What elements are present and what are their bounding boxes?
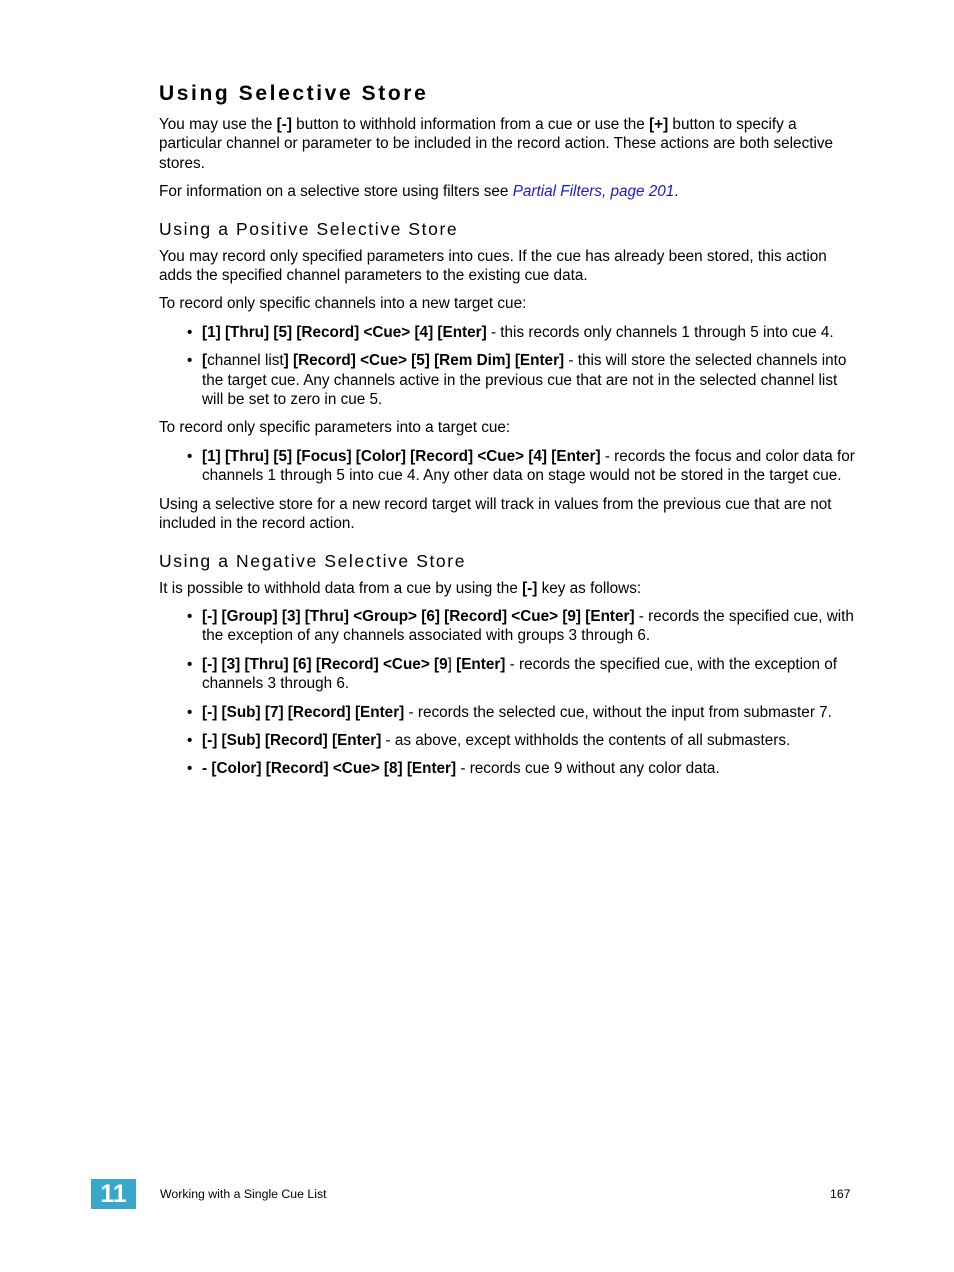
positive-parameter-list: [159, 447, 857, 486]
list-item: • [channel list] [Record] <Cue> [5] [Rem Dim] [Enter] - this will store the selected channels into the target cue. Any channels active in the previous cue that are not in the selected channel list will be set to zero in cue 5.: [187, 352, 847, 409]
section-title: Using Selective Store: [159, 82, 429, 105]
positive-para-3: To record only specific parameters into a target cue:: [159, 419, 511, 437]
negative-intro: It is possible to withhold data from a cue by using the [-] key as follows:: [159, 579, 642, 597]
minus-key: [-]: [522, 579, 538, 597]
list-item: • [1] [Thru] [5] [Record] <Cue> [4] [Enter] - this records only channels 1 through 5 into cue 4.: [187, 323, 834, 341]
bullet: •: [187, 447, 193, 465]
negative-list: [159, 607, 857, 779]
positive-para-4: Using a selective store for a new record target will track in values from the previous cue that are not included in the record action.: [159, 495, 832, 533]
positive-para-2: To record only specific channels into a new target cue:: [159, 295, 527, 313]
bullet: •: [187, 731, 193, 749]
positive-selective-store-heading: Using a Positive Selective Store: [159, 218, 459, 239]
list-item: • [1] [Thru] [5] [Focus] [Color] [Record] <Cue> [4] [Enter] - records the focus and color data for channels 1 through 5 into cue 4. Any other data on stage would not be stored in the target cue.: [187, 447, 855, 485]
bullet: •: [187, 703, 193, 721]
bullet: •: [187, 607, 193, 625]
page-content: [159, 80, 857, 779]
list-item: • [-] [3] [Thru] [6] [Record] <Cue> [9] [Enter] - records the specified cue, with the exception of channels 3 through 6.: [187, 655, 838, 693]
positive-channel-list: [159, 323, 857, 410]
bullet: •: [187, 655, 193, 673]
filters-paragraph: For information on a selective store using filters see Partial Filters, page 201.: [159, 183, 679, 201]
minus-key: [-]: [276, 116, 292, 133]
positive-para-1: You may record only specified parameters into cues. If the cue has already been stored, this action adds the specified channel parameters to the existing cue data.: [159, 247, 827, 285]
negative-selective-store-heading: Using a Negative Selective Store: [159, 550, 467, 571]
page-number: 167: [830, 1187, 851, 1201]
bullet: •: [187, 352, 193, 370]
footer-chapter-title: Working with a Single Cue List: [160, 1187, 327, 1201]
bullet: •: [187, 760, 193, 778]
partial-filters-link[interactable]: Partial Filters, page 201: [512, 183, 675, 201]
list-item: • [-] [Sub] [Record] [Enter] - as above, except withholds the contents of all submasters.: [187, 731, 791, 749]
plus-key: [+]: [649, 116, 669, 133]
list-item: • - [Color] [Record] <Cue> [8] [Enter] - records cue 9 without any color data.: [187, 760, 720, 778]
list-item: • [-] [Sub] [7] [Record] [Enter] - records the selected cue, without the input from submaster 7.: [187, 703, 832, 721]
chapter-number-tab: 11: [91, 1179, 136, 1209]
list-item: • [-] [Group] [3] [Thru] <Group> [6] [Record] <Cue> [9] [Enter] - records the specified cue, with the exception of any channels associated with groups 3 through 6.: [187, 607, 854, 645]
intro-paragraph: You may use the [-] button to withhold information from a cue or use the [+] button to specify a particular channel or parameter to be included in the record action. These actions are both selective stores.: [159, 116, 834, 172]
bullet: •: [187, 323, 193, 341]
